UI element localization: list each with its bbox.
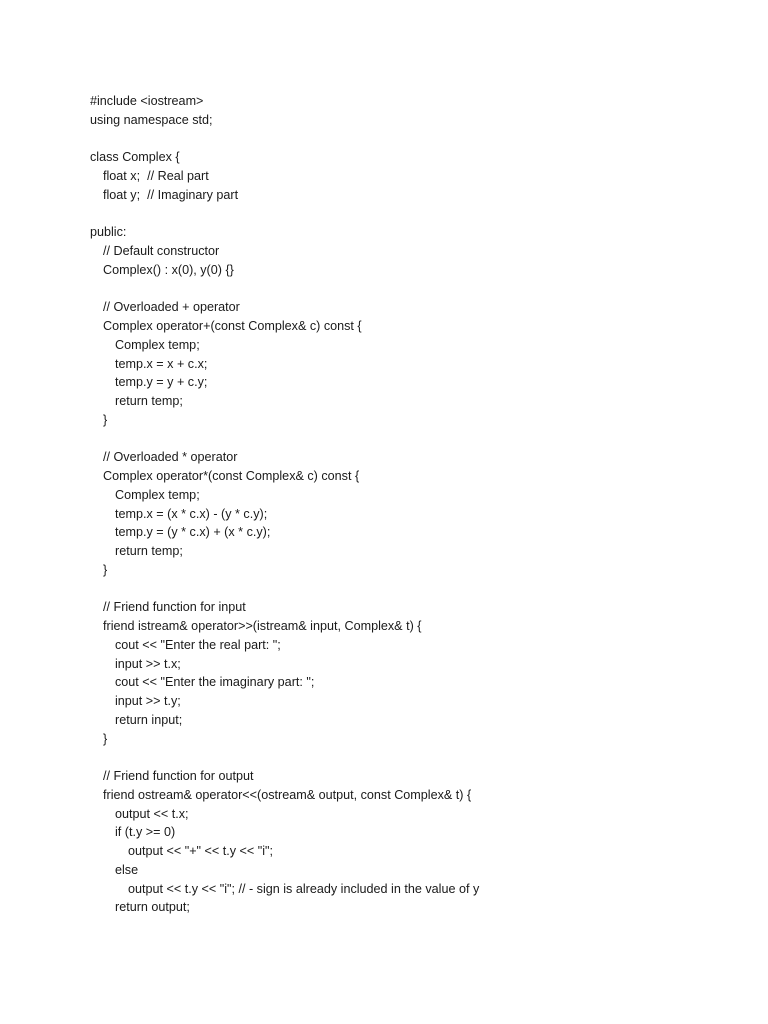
code-line: input >> t.y;: [115, 694, 181, 708]
blank-line: [90, 580, 730, 599]
code-line: #include <iostream>: [90, 94, 204, 108]
code-line: cout << "Enter the imaginary part: ";: [115, 675, 315, 690]
code-line: temp.y = y + c.y;: [115, 375, 208, 390]
blank-line: [90, 430, 730, 449]
blank-line: [90, 130, 730, 149]
code-line: temp.x = x + c.x;: [115, 356, 208, 371]
code-line: output << t.y << "i"; // - sign is already included in the value of y: [128, 881, 480, 896]
code-line: friend istream& operator>>(istream& input, Complex& t) {: [103, 619, 422, 633]
code-line: // Friend function for output: [103, 769, 254, 783]
code-line: if (t.y >= 0): [115, 825, 176, 840]
code-line: }: [103, 731, 108, 746]
code-line: return output;: [115, 900, 190, 915]
code-line: // Default constructor: [103, 244, 220, 258]
blank-line: [90, 748, 730, 767]
code-line: temp.x = (x * c.x) - (y * c.y);: [115, 506, 268, 521]
code-line: return input;: [115, 712, 183, 727]
code-line: Complex temp;: [115, 487, 200, 502]
blank-line: [90, 280, 730, 299]
code-line: // Friend function for input: [103, 600, 246, 615]
code-line: // Overloaded + operator: [103, 300, 240, 315]
code-line: output << t.x;: [115, 806, 189, 821]
code-line: cout << "Enter the real part: ";: [115, 637, 281, 652]
code-line: Complex() : x(0), y(0) {}: [103, 262, 234, 277]
code-line: Complex operator+(const Complex& c) const {: [103, 319, 362, 333]
code-block: [90, 92, 730, 917]
code-line: friend ostream& operator<<(ostream& output, const Complex& t) {: [103, 787, 472, 802]
code-line: input >> t.x;: [115, 656, 181, 671]
code-line: Complex temp;: [115, 337, 200, 352]
code-line: // Overloaded * operator: [103, 450, 238, 465]
code-line: return temp;: [115, 544, 183, 558]
blank-line: [90, 205, 730, 224]
code-line: float y; // Imaginary part: [103, 187, 239, 202]
code-line: float x; // Real part: [103, 169, 209, 183]
code-line: class Complex {: [90, 150, 180, 165]
code-line: using namespace std;: [90, 112, 213, 127]
code-line: else: [115, 862, 139, 877]
code-line: temp.y = (y * c.x) + (x * c.y);: [115, 525, 271, 540]
code-line: }: [103, 412, 108, 427]
code-line: Complex operator*(const Complex& c) const {: [103, 469, 360, 483]
code-line: output << "+" << t.y << "i";: [128, 844, 273, 858]
code-line: public:: [90, 225, 127, 240]
code-line: return temp;: [115, 394, 183, 408]
code-line: }: [103, 562, 108, 577]
